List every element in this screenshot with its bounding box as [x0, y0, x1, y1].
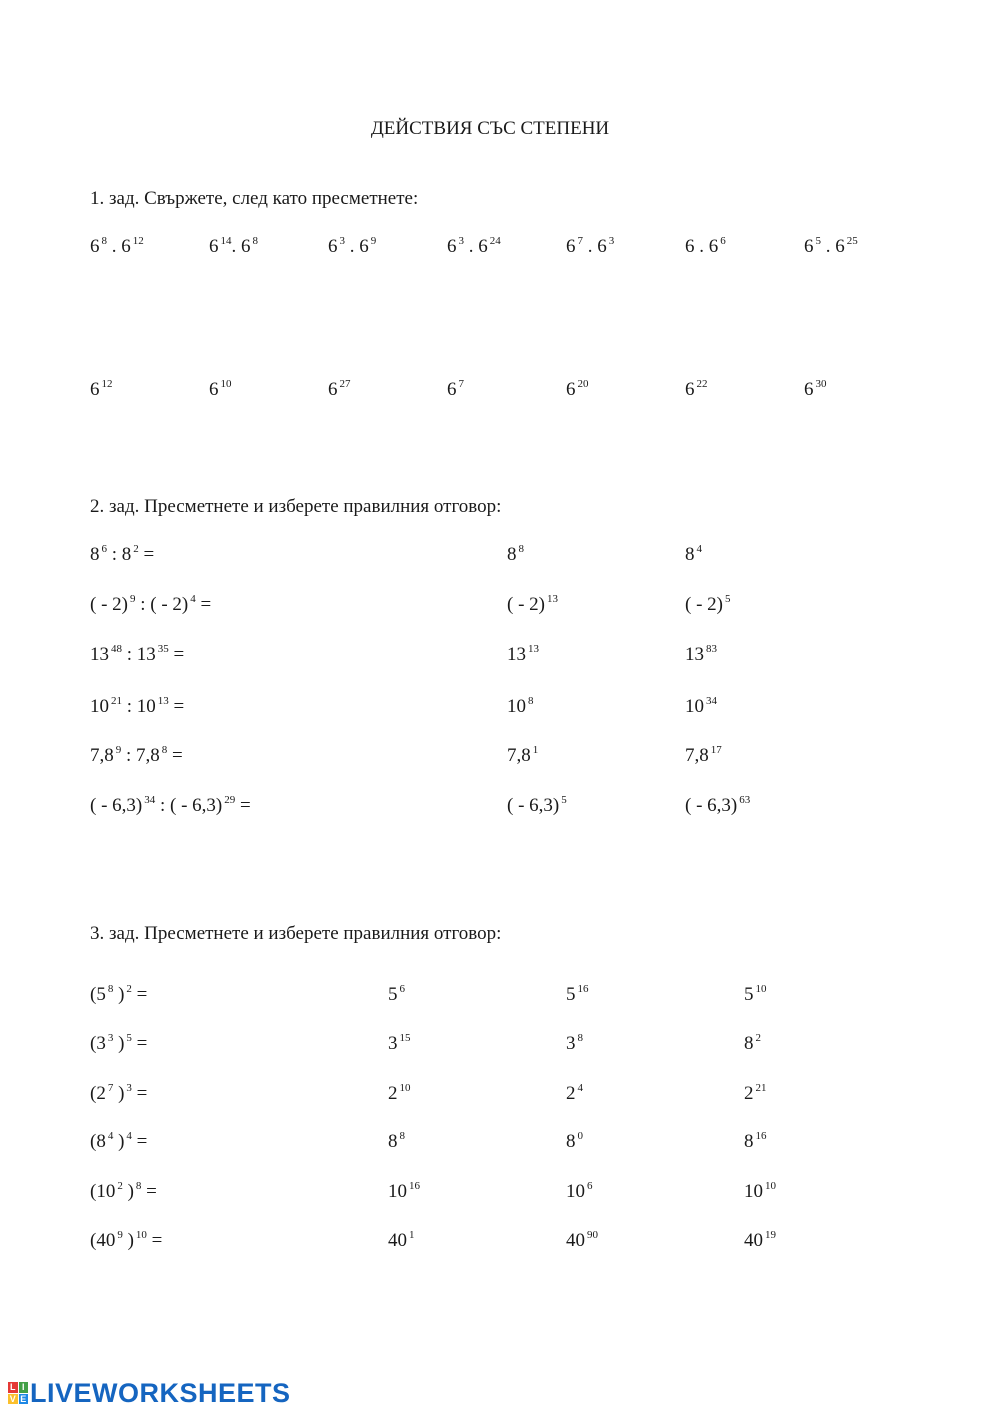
exponent: 2: [755, 1032, 761, 1044]
task3-option: [388, 1181, 420, 1203]
task2-option: [507, 696, 534, 718]
task2-option: [507, 544, 524, 566]
base: 6: [685, 236, 695, 257]
task1-product: [209, 236, 258, 258]
exponent: 13: [157, 695, 169, 707]
base: 8: [96, 1131, 106, 1152]
operator: ): [113, 1083, 125, 1104]
task3-option: [744, 1181, 776, 1203]
task2-option: [685, 745, 722, 767]
base: 13: [90, 644, 109, 665]
exponent: 16: [409, 1180, 420, 1192]
exponent: 20: [577, 378, 589, 390]
base: 7,8: [685, 745, 709, 766]
base: 7,8: [136, 745, 160, 766]
base: 2: [96, 1083, 106, 1104]
exponent: 9: [117, 1229, 123, 1241]
task3-option: [566, 1083, 583, 1105]
operator: =: [131, 1131, 148, 1152]
operator: .: [231, 236, 241, 257]
base: 40: [744, 1230, 763, 1251]
operator: =: [131, 1083, 148, 1104]
exponent: 22: [696, 378, 708, 390]
base: 6: [804, 379, 814, 400]
operator: (: [90, 1181, 97, 1202]
exponent: 21: [755, 1082, 767, 1094]
base: 8: [507, 544, 517, 565]
exponent: 29: [224, 794, 236, 806]
exponent: 2: [133, 543, 139, 555]
base: 13: [507, 644, 526, 665]
exponent: 4: [696, 543, 702, 555]
exponent: 13: [546, 593, 558, 605]
exponent: 30: [815, 378, 827, 390]
task1-product: [685, 236, 726, 258]
base: 10: [507, 696, 526, 717]
exponent: 4: [190, 593, 196, 605]
logo-square: I: [19, 1382, 29, 1393]
base: 3: [566, 1033, 576, 1054]
task1-result: [685, 379, 708, 401]
base: 13: [136, 644, 156, 665]
base: 13: [685, 644, 704, 665]
operator: =: [131, 984, 148, 1005]
operator: ): [113, 1033, 125, 1054]
footer-brand: [8, 1378, 291, 1408]
exponent: 83: [706, 643, 717, 655]
operator: :: [135, 594, 151, 615]
operator: :: [122, 644, 137, 665]
operator: :: [122, 696, 137, 717]
exponent: 4: [126, 1130, 132, 1142]
exponent: 5: [815, 235, 821, 247]
task3-expression: [90, 1181, 157, 1203]
operator: .: [345, 236, 360, 257]
task2-option: [685, 644, 717, 666]
base: 6: [804, 236, 814, 257]
exponent: 4: [107, 1130, 114, 1142]
exponent: 2: [117, 1180, 123, 1192]
task1-result: [209, 379, 232, 401]
base: 10: [96, 1181, 116, 1202]
exponent: 16: [755, 1130, 767, 1142]
exponent: 8: [528, 695, 534, 707]
task3-option: [744, 1033, 761, 1055]
base: 10: [90, 696, 109, 717]
exponent: 10: [220, 378, 232, 390]
exponent: 19: [765, 1229, 776, 1241]
operator: =: [131, 1033, 148, 1054]
base: 3: [388, 1033, 398, 1054]
base: 5: [96, 984, 106, 1005]
logo-square: L: [10, 1382, 16, 1392]
operator: =: [141, 1181, 157, 1202]
base: 6: [447, 379, 457, 400]
exponent: 21: [111, 695, 122, 707]
base: 8: [90, 544, 100, 565]
base: 6: [209, 236, 219, 257]
operator: ): [122, 1230, 134, 1251]
operator: =: [235, 795, 251, 816]
task2-expression: [90, 745, 183, 767]
base: 2: [388, 1083, 398, 1104]
base: 8: [566, 1131, 576, 1152]
operator: .: [821, 236, 836, 257]
exponent: 12: [132, 235, 144, 247]
task1-product: [328, 236, 376, 258]
operator: (: [90, 1131, 97, 1152]
base: 6: [685, 379, 695, 400]
task3-option: [744, 1230, 776, 1252]
base: 5: [388, 984, 398, 1005]
brand-name: LIVEWORKSHEETS: [30, 1377, 291, 1408]
task3-option: [744, 1131, 767, 1153]
base: 6: [566, 236, 576, 257]
base: ( - 2): [685, 594, 723, 615]
base: 8: [388, 1131, 398, 1152]
task2-option: [685, 696, 717, 718]
exponent: 3: [339, 235, 345, 247]
operator: .: [464, 236, 479, 257]
operator: (: [90, 1033, 97, 1054]
exponent: 14: [220, 235, 232, 247]
task1-product: [804, 236, 858, 258]
exponent: 34: [706, 695, 717, 707]
exponent: 1: [532, 744, 539, 756]
operator: =: [168, 696, 185, 717]
exponent: 1: [409, 1229, 415, 1241]
base: 6: [209, 379, 219, 400]
exponent: 16: [577, 983, 589, 995]
base: ( - 6,3): [170, 795, 223, 816]
exponent: 9: [129, 593, 136, 605]
base: 10: [388, 1181, 407, 1202]
exponent: 5: [561, 794, 567, 806]
liveworksheets-logo-icon: [8, 1382, 28, 1404]
base: 8: [744, 1131, 754, 1152]
task2-option: [685, 594, 730, 616]
task1-product: [566, 236, 614, 258]
task3-option: [566, 1033, 583, 1055]
base: 6: [447, 236, 457, 257]
base: 5: [566, 984, 576, 1005]
operator: =: [167, 745, 183, 766]
base: 6: [478, 236, 488, 257]
exponent: 6: [399, 983, 405, 995]
task1-product: [90, 236, 144, 258]
base: 2: [744, 1083, 754, 1104]
task2-expression: [90, 696, 184, 718]
exponent: 25: [846, 235, 858, 247]
task3-expression: [90, 1083, 147, 1105]
exponent: 8: [161, 744, 168, 756]
exponent: 8: [252, 235, 258, 247]
base: 6: [90, 236, 100, 257]
task3-option: [388, 1230, 415, 1252]
exponent: 10: [399, 1082, 411, 1094]
base: 6: [566, 379, 576, 400]
task1-heading: 1. зад. Свържете, след като пресметнете:: [90, 188, 419, 209]
base: 6: [328, 379, 338, 400]
exponent: 8: [107, 983, 114, 995]
operator: =: [168, 644, 185, 665]
task3-expression: [90, 1033, 147, 1055]
exponent: 34: [144, 794, 156, 806]
logo-square: V: [9, 1393, 16, 1404]
exponent: 5: [126, 1032, 132, 1044]
base: 10: [136, 696, 156, 717]
task2-option: [685, 544, 702, 566]
base: 3: [96, 1033, 106, 1054]
exponent: 9: [115, 744, 122, 756]
operator: ): [113, 984, 125, 1005]
base: 6: [121, 236, 131, 257]
base: 6: [328, 236, 338, 257]
operator: =: [195, 594, 212, 615]
base: 40: [96, 1230, 116, 1251]
task3-option: [566, 1230, 598, 1252]
exponent: 35: [157, 643, 169, 655]
exponent: 6: [101, 543, 107, 555]
base: 6: [597, 236, 607, 257]
task3-expression: [90, 1131, 147, 1153]
base: 8: [744, 1033, 754, 1054]
exponent: 8: [518, 543, 524, 555]
logo-square: E: [20, 1393, 27, 1404]
task2-option: [507, 594, 558, 616]
base: 10: [744, 1181, 763, 1202]
base: ( - 2): [90, 594, 128, 615]
task3-expression: [90, 1230, 162, 1252]
operator: (: [90, 1083, 97, 1104]
exponent: 63: [739, 794, 751, 806]
exponent: 8: [135, 1180, 142, 1192]
exponent: 5: [724, 593, 731, 605]
task2-heading: 2. зад. Пресметнете и изберете правилния отговор:: [90, 496, 502, 517]
base: 8: [121, 544, 132, 565]
task3-option: [388, 1131, 405, 1153]
exponent: 90: [587, 1229, 598, 1241]
base: 40: [388, 1230, 407, 1251]
exponent: 3: [126, 1082, 132, 1094]
operator: :: [155, 795, 171, 816]
operator: .: [107, 236, 122, 257]
operator: ): [122, 1181, 134, 1202]
task1-result: [804, 379, 827, 401]
exponent: 48: [111, 643, 122, 655]
base: 10: [685, 696, 704, 717]
exponent: 10: [135, 1229, 147, 1241]
exponent: 6: [587, 1180, 593, 1192]
exponent: 3: [458, 235, 464, 247]
task2-expression: [90, 544, 154, 566]
base: ( - 6,3): [507, 795, 560, 816]
base: 6: [241, 236, 251, 257]
task1-result: [447, 379, 464, 401]
task3-expression: [90, 984, 147, 1006]
exponent: 9: [370, 235, 377, 247]
task2-expression: [90, 795, 251, 817]
operator: (: [90, 984, 97, 1005]
base: 6: [90, 379, 100, 400]
base: 10: [566, 1181, 585, 1202]
task2-option: [507, 745, 538, 767]
task1-result: [90, 379, 113, 401]
exponent: 10: [765, 1180, 776, 1192]
task3-option: [388, 984, 405, 1006]
task3-heading: 3. зад. Пресметнете и изберете правилния отговор:: [90, 923, 502, 944]
operator: (: [90, 1230, 97, 1251]
task2-expression: [90, 594, 211, 616]
exponent: 7: [107, 1082, 114, 1094]
exponent: 27: [339, 378, 351, 390]
task1-result: [566, 379, 589, 401]
exponent: 24: [489, 235, 501, 247]
base: ( - 2): [150, 594, 189, 615]
base: 8: [685, 544, 695, 565]
exponent: 13: [528, 643, 539, 655]
operator: :: [107, 544, 122, 565]
exponent: 6: [720, 235, 726, 247]
exponent: 8: [101, 235, 107, 247]
task3-option: [388, 1083, 411, 1105]
base: 6: [359, 236, 369, 257]
base: 5: [744, 984, 754, 1005]
exponent: 3: [608, 235, 615, 247]
task3-option: [566, 1181, 593, 1203]
base: ( - 2): [507, 594, 545, 615]
exponent: 3: [107, 1032, 114, 1044]
operator: =: [146, 1230, 163, 1251]
operator: .: [583, 236, 598, 257]
base: 7,8: [90, 745, 114, 766]
operator: :: [121, 745, 137, 766]
base: 40: [566, 1230, 585, 1251]
task3-option: [744, 984, 767, 1006]
exponent: 2: [126, 983, 132, 995]
operator: =: [138, 544, 155, 565]
task3-option: [566, 1131, 583, 1153]
base: 6: [708, 236, 719, 257]
operator: ): [113, 1131, 125, 1152]
exponent: 12: [101, 378, 113, 390]
task1-result: [328, 379, 351, 401]
task1-product: [447, 236, 501, 258]
task2-expression: [90, 644, 184, 666]
exponent: 8: [399, 1130, 405, 1142]
exponent: 15: [399, 1032, 411, 1044]
task3-option: [388, 1033, 411, 1055]
exponent: 17: [710, 744, 722, 756]
operator: .: [694, 236, 709, 257]
base: ( - 6,3): [90, 795, 143, 816]
page-title: ДЕЙСТВИЯ СЪС СТЕПЕНИ: [370, 118, 610, 139]
base: 2: [566, 1083, 576, 1104]
base: 6: [835, 236, 845, 257]
task3-option: [744, 1083, 767, 1105]
exponent: 7: [458, 378, 464, 390]
exponent: 7: [577, 235, 583, 247]
exponent: 8: [577, 1032, 583, 1044]
exponent: 10: [755, 983, 767, 995]
task2-option: [685, 795, 750, 817]
task3-option: [566, 984, 589, 1006]
exponent: 0: [577, 1130, 583, 1142]
task2-option: [507, 644, 539, 666]
exponent: 4: [577, 1082, 583, 1094]
base: 7,8: [507, 745, 531, 766]
task2-option: [507, 795, 567, 817]
base: ( - 6,3): [685, 795, 738, 816]
